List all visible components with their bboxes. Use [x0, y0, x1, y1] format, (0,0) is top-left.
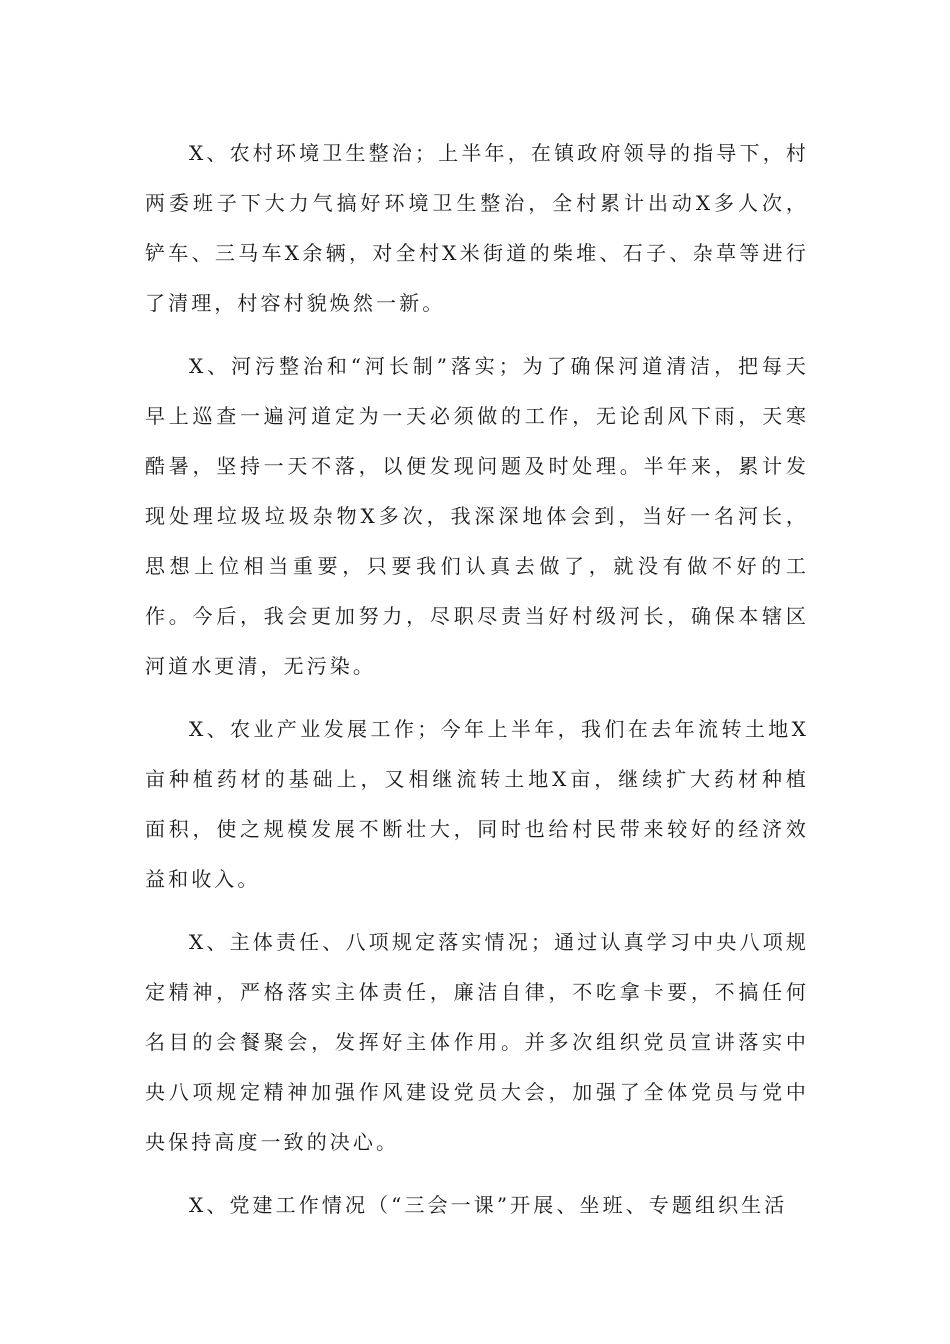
paragraph-river-chief-system: X、河污整治和“河长制”落实；为了确保河道清洁，把每天早上巡查一遍河道定为一天必须做的工作，无论刮风下雨，天寒酷暑，坚持一天不落，以便发现问题及时处理。半年来，累计发现处理垃圾垃圾杂物X多次，我深深地体会到，当好一名河长，思想上位相当重要，只要我们认真去做了，就没有做不好的工作。今后，我会更加努力，尽职尽责当好村级河长，确保本辖区河道水更清，无污染。 — [145, 354, 809, 678]
paragraph-party-building: X、党建工作情况（“三会一课”开展、坐班、专题组织生活 — [189, 1193, 788, 1217]
document-body — [145, 128, 809, 1243]
paragraph-main-responsibility: X、主体责任、八项规定落实情况；通过认真学习中央八项规定精神，严格落实主体责任，廉洁自律，不吃拿卡要，不搞任何名目的会餐聚会，发挥好主体作用。并多次组织党员宣讲落实中央八项规定精神加强作风建设党员大会，加强了全体党员与党中央保持高度一致的决心。 — [145, 930, 809, 1154]
paragraph-environment-sanitation: X、农村环境卫生整治；上半年，在镇政府领导的指导下，村两委班子下大力气搞好环境卫生整治，全村累计出动X多人次，铲车、三马车X余辆，对全村X米街道的柴堆、石子、杂草等进行了清理，村容村貌焕然一新。 — [145, 141, 809, 315]
paragraph-agriculture-industry: X、农业产业发展工作；今年上半年，我们在去年流转土地X亩种植药材的基础上，又相继流转土地X亩，继续扩大药材种植面积，使之规模发展不断壮大，同时也给村民带来较好的经济效益和收入。 — [145, 717, 809, 891]
